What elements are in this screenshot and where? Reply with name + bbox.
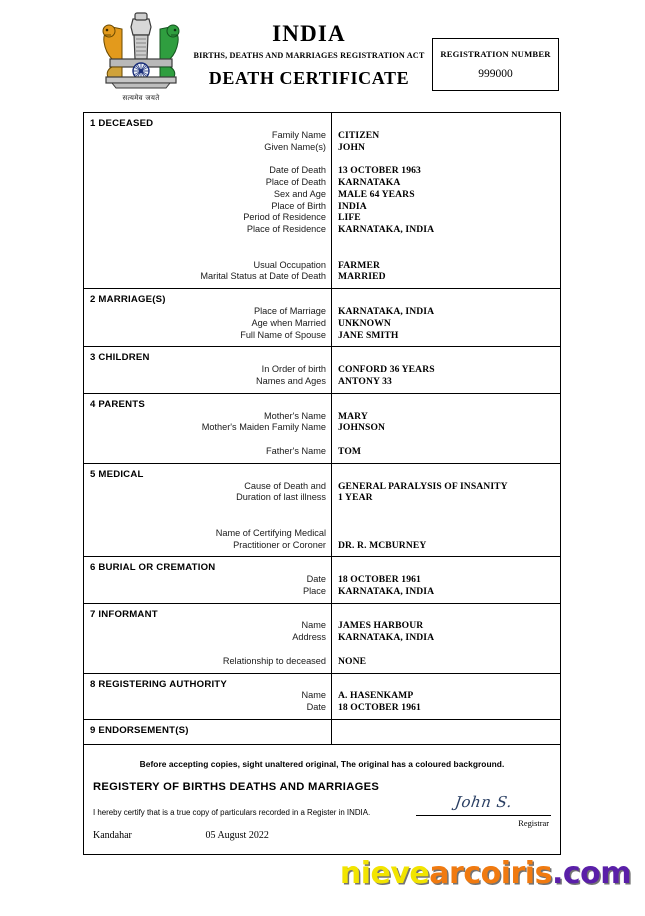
value-child-1: CONFORD 36 YEARS: [338, 364, 435, 376]
signature-role-label: Registrar: [518, 819, 549, 829]
value-place-of-residence: KARNATAKA, INDIA: [338, 224, 435, 236]
section-title-registering-authority: 8 REGISTERING AUTHORITY: [90, 678, 227, 690]
endorsements-values-column: [332, 720, 560, 744]
registration-number-box: [432, 38, 559, 91]
burial-labels-column: [84, 557, 332, 602]
label-given-names: Given Name(s): [264, 141, 326, 152]
medical-values-column: [332, 464, 560, 557]
section-title-medical: 5 MEDICAL: [90, 468, 144, 480]
label-cause-of-death-line-2: Duration of last illness: [236, 492, 326, 503]
marriages-values-column: [332, 289, 560, 346]
registration-number-value: 999000: [478, 68, 513, 80]
value-mothers-name: MARY: [338, 410, 368, 422]
section-burial-or-cremation: [84, 557, 560, 603]
label-place-of-death: Place of Death: [265, 176, 326, 187]
section-deceased: [84, 113, 560, 289]
value-informant-name: JAMES HARBOUR: [338, 620, 424, 632]
value-usual-occupation: FARMER: [338, 259, 380, 271]
label-cause-of-death-line-1: Cause of Death and: [244, 480, 326, 491]
label-date-of-death: Date of Death: [269, 165, 326, 176]
label-informant-relationship: Relationship to deceased: [222, 655, 326, 666]
deceased-labels-column: [84, 113, 332, 288]
section-informant: [84, 604, 560, 674]
value-duration-of-last-illness: 1 YEAR: [338, 492, 373, 504]
certificate-header: [83, 0, 561, 112]
section-endorsements: [84, 720, 560, 744]
value-marital-status: MARRIED: [338, 271, 386, 283]
label-names-and-ages: Names and Ages: [256, 375, 326, 386]
section-children: [84, 347, 560, 393]
label-full-name-of-spouse: Full Name of Spouse: [240, 329, 326, 340]
value-certifying-practitioner: DR. R. MCBURNEY: [338, 539, 427, 551]
value-sex-and-age: MALE 64 YEARS: [338, 188, 415, 200]
label-family-name: Family Name: [271, 129, 326, 140]
label-burial-place: Place: [303, 585, 326, 596]
section-title-parents: 4 PARENTS: [90, 398, 145, 410]
informant-values-column: [332, 604, 560, 673]
value-informant-relationship: NONE: [338, 655, 367, 667]
value-child-2: ANTONY 33: [338, 375, 392, 387]
death-certificate-document: [83, 0, 561, 855]
parents-labels-column: [84, 394, 332, 463]
parents-values-column: [332, 394, 560, 463]
value-place-of-birth: INDIA: [338, 200, 367, 212]
label-certifier-line-2: Practitioner or Coroner: [233, 539, 326, 550]
value-cause-of-death: GENERAL PARALYSIS OF INSANITY: [338, 480, 508, 492]
children-labels-column: [84, 347, 332, 392]
value-fathers-name: TOM: [338, 445, 362, 457]
value-full-name-of-spouse: JANE SMITH: [338, 329, 399, 341]
section-registering-authority: [84, 674, 560, 720]
footer-registry-title: REGISTERY OF BIRTHS DEATHS AND MARRIAGES: [93, 781, 380, 794]
document-title: DEATH CERTIFICATE: [208, 68, 410, 89]
registrar-signature-block: [416, 793, 551, 828]
value-date-of-death: 13 OCTOBER 1963: [338, 165, 421, 177]
label-certifier-line-1: Name of Certifying Medical: [215, 527, 326, 538]
section-title-marriages: 2 MARRIAGE(S): [90, 294, 166, 306]
footer-place: Kandahar: [93, 829, 132, 841]
footer-notice: Before accepting copies, sight unaltered original, The original has a coloured background.: [139, 759, 505, 770]
registering-authority-values-column: [332, 674, 560, 719]
label-fathers-name: Father's Name: [266, 445, 326, 456]
label-age-when-married: Age when Married: [251, 317, 326, 328]
value-place-of-marriage: KARNATAKA, INDIA: [338, 305, 435, 317]
watermark-part-3: .com: [551, 856, 631, 891]
label-in-order-of-birth: In Order of birth: [261, 364, 326, 375]
label-informant-address: Address: [292, 632, 326, 643]
footer-certify-statement: I hereby certify that is a true copy of particulars recorded in a Register in INDIA.: [93, 808, 371, 818]
value-authority-date: 18 OCTOBER 1961: [338, 702, 421, 714]
value-authority-name: A. HASENKAMP: [338, 690, 414, 702]
children-values-column: [332, 347, 560, 392]
informant-labels-column: [84, 604, 332, 673]
label-sex-and-age: Sex and Age: [273, 188, 326, 199]
burial-values-column: [332, 557, 560, 602]
label-mothers-maiden-family-name: Mother's Maiden Family Name: [201, 422, 326, 433]
label-place-of-residence: Place of Residence: [246, 224, 326, 235]
label-place-of-birth: Place of Birth: [271, 200, 326, 211]
section-title-children: 3 CHILDREN: [90, 352, 150, 364]
label-usual-occupation: Usual Occupation: [253, 259, 326, 270]
value-burial-place: KARNATAKA, INDIA: [338, 585, 435, 597]
value-given-names: JOHN: [338, 141, 366, 153]
watermark-part-1: nieve: [339, 856, 430, 891]
value-burial-date: 18 OCTOBER 1961: [338, 574, 421, 586]
medical-labels-column: [84, 464, 332, 557]
value-place-of-death: KARNATAKA: [338, 176, 401, 188]
value-age-when-married: UNKNOWN: [338, 317, 391, 329]
registration-number-label: REGISTRATION NUMBER: [440, 49, 551, 59]
deceased-values-column: [332, 113, 560, 288]
label-mothers-name: Mother's Name: [263, 410, 326, 421]
country-title: INDIA: [272, 21, 346, 46]
section-title-deceased: 1 DECEASED: [90, 118, 154, 129]
section-parents: [84, 394, 560, 464]
label-authority-name: Name: [301, 690, 326, 701]
section-title-burial: 6 BURIAL OR CREMATION: [90, 562, 216, 574]
emblem-motto-text: सत्यमेव जयते: [122, 94, 160, 102]
footer-date: 05 August 2022: [205, 829, 269, 841]
watermark-part-2: arcoiris: [429, 856, 552, 891]
value-period-of-residence: LIFE: [338, 212, 361, 224]
label-marital-status: Marital Status at Date of Death: [200, 271, 326, 282]
section-medical: [84, 464, 560, 558]
label-authority-date: Date: [306, 702, 326, 713]
registrar-signature: John S.: [453, 793, 514, 812]
site-watermark: [0, 856, 645, 891]
label-period-of-residence: Period of Residence: [243, 212, 326, 223]
section-marriages: [84, 289, 560, 347]
label-place-of-marriage: Place of Marriage: [253, 305, 326, 316]
act-subtitle: BIRTHS, DEATHS AND MARRIAGES REGISTRATION ACT: [193, 51, 425, 61]
section-title-endorsements: 9 ENDORSEMENT(S): [90, 725, 189, 737]
marriages-labels-column: [84, 289, 332, 346]
label-informant-name: Name: [301, 620, 326, 631]
lion-capital-icon: [92, 5, 190, 93]
section-title-informant: 7 INFORMANT: [90, 608, 158, 620]
value-mothers-maiden-family-name: JOHNSON: [338, 422, 386, 434]
india-national-emblem: [92, 5, 190, 108]
value-family-name: CITIZEN: [338, 129, 380, 141]
endorsements-labels-column: [84, 720, 332, 744]
registering-authority-labels-column: [84, 674, 332, 719]
certificate-table: [83, 112, 561, 745]
certificate-footer: [83, 745, 561, 855]
label-burial-date: Date: [306, 574, 326, 585]
value-informant-address: KARNATAKA, INDIA: [338, 632, 435, 644]
certificate-title-block: [193, 22, 425, 89]
